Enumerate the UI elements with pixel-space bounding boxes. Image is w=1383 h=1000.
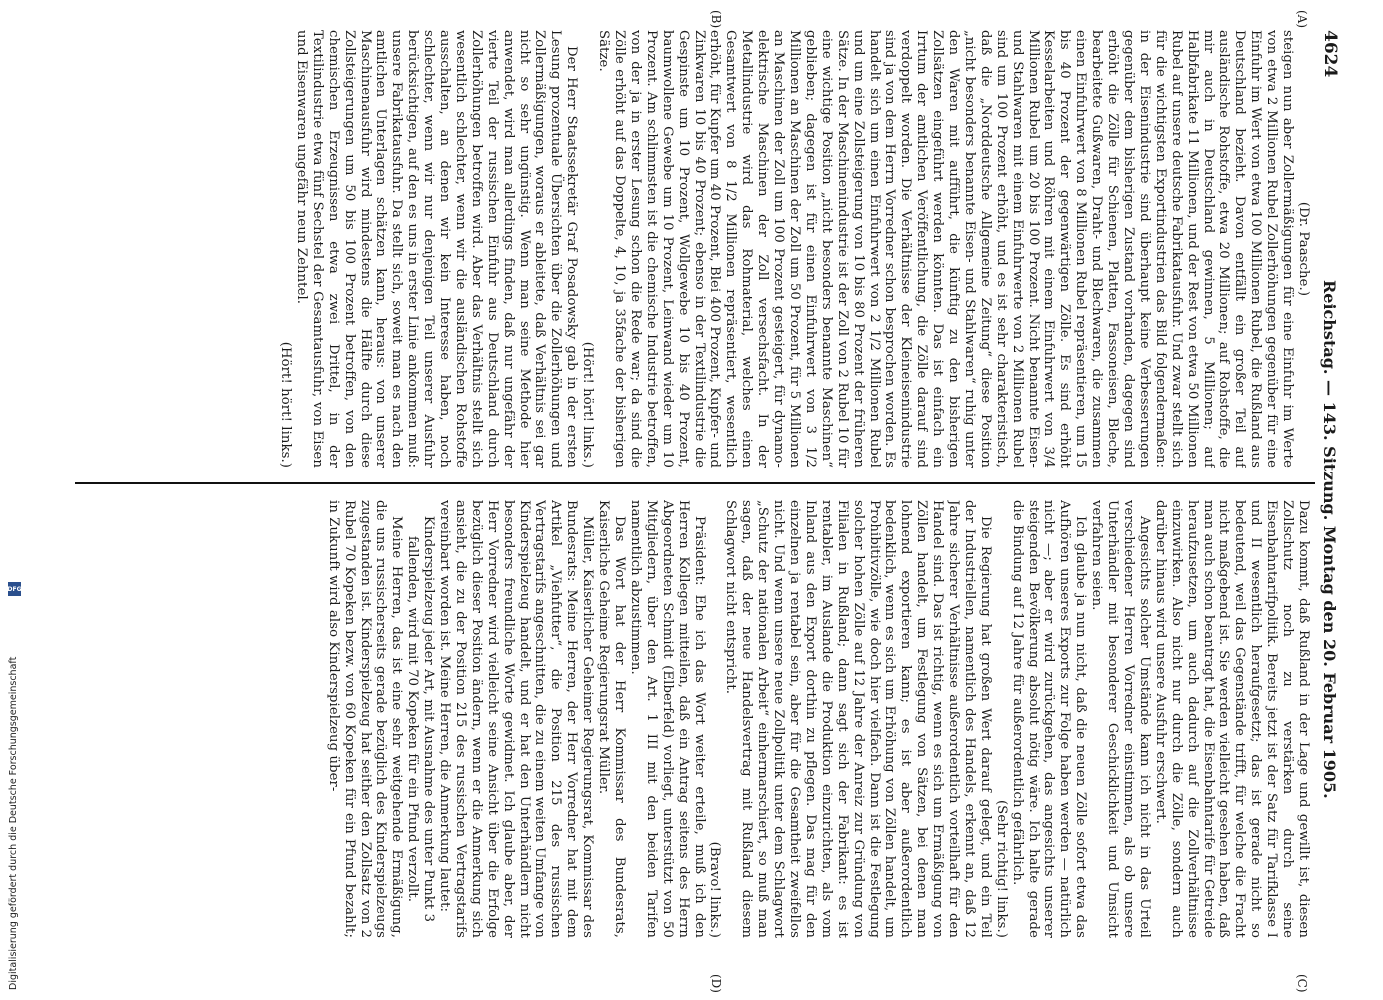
footer-credit: Digitalisierung gefördert durch die Deutsche Forschungsgemeinschaft bbox=[8, 656, 19, 990]
column-divider bbox=[75, 482, 1315, 484]
right-column bbox=[75, 500, 1311, 938]
newspaper-page bbox=[75, 10, 1343, 993]
paragraph: Dazu kommt, daß Rußland in der Lage und gewillt ist, diesen Zollschutz noch zu verstärken durch seine Eisenbahntarifpolitik. Bereits jetzt ist der Satz für Tarifklasse I und II wesentlich heraufgesetzt; das ist gerade nicht so bedeutend, weil das Gegenstände trifft, für welche die Fracht nicht maßgebend ist. Sie werden vielleicht gesehen haben, daß man auch schon beantragt hat, die Eisenbahntarife für Getreide heraufzusetzen, um auch dadurch auf die Zollverhältnisse einzuwirken. Also nicht nur durch die Zölle, sondern auch darüber hinaus wird unsere Ausfuhr erschwert. bbox=[1152, 500, 1311, 938]
page-title: Reichstag. — 143. Sitzung. Montag den 20. Februar 1905. bbox=[1320, 280, 1340, 799]
margin-mark-b: (B) bbox=[709, 10, 723, 29]
footer bbox=[7, 585, 22, 990]
margin-mark-d: (D) bbox=[709, 974, 723, 993]
dfg-logo: DFG bbox=[8, 582, 21, 596]
left-column bbox=[75, 30, 1311, 468]
paragraph: Angesichts solcher Umstände kann ich nicht in das Urteil verschiedener Herren Vorredner einstimmen, als ob unsere Unterhändler mit besonderer Geschicklichkeit und Umsicht verfahren seien. bbox=[1089, 500, 1152, 938]
page-header bbox=[1317, 30, 1343, 970]
interjection: (Hört! hört! links.) bbox=[278, 341, 293, 468]
interjection: (Sehr richtig! links.) bbox=[993, 799, 1009, 938]
margin-mark-a: (A) bbox=[1295, 10, 1309, 29]
paragraph: steigen nun aber Zollermäßigungen für eine Einfuhr im Werte von etwa 2 Millionen Rubel Zollerhöhungen gegenüber für eine Einfuhr im Wert von etwa 100 Millionen Rubel, die Rußland aus Deutschland bezieht. Davon entfällt ein großer Teil auf ausländische Rohstoffe, etwa 20 Millionen; auf Rohstoffe, die mir auch in Deutschland gewinnen, 5 Millionen; auf Halbfabrikate 11 Millionen, und der Rest von etwa 50 Millionen Rubel auf unsere deutsche Fabrikatausfuhr. Und zwar stellt sich für die wichtigsten Exportindustrien das Bild folgendermaßen: in der Eisenindustrie sind überhaupt keine Verbesserungen gegenüber dem bisherigen Zustand vorhanden, dagegen sind erhöht die Zölle für Schienen, Platten, Fassoneisen, Bleche, bearbeitete Gußwaren, Draht- und Blechwaren, die zusammen einen Einfuhrwert von 8 Millionen Rubel repräsentieren, um 15 bis 40 Prozent der gegenwärtigen Zölle. Es sind erhöht Kesselarbeiten und Röhren mit einem Einfuhrwert von 3/4 Millionen Rubel um 20 bis 100 Prozent. Nicht benannte Eisen- und Stahlwaren mit einem Einfuhrwerte von 2 Millionen Rubel sind um 100 Prozent erhöht, und es ist sehr charakteristisch, daß die „Norddeutsche Allgemeine Zeitung“ diese Position „nicht besonders benannte Eisen- und Stahlwaren“ ruhig unter den Waren mit aufführt, die künftig zu den bisherigen Zollsätzen eingeführt werden könnten. Das ist einfach ein Irrtum der amtlichen Veröffentlichung, die Zölle darauf sind verdoppelt worden. Die Verhältnisse der Kleineisenindustrie sind ja von dem Herrn Vorredner schon besprochen worden. Es handelt sich um einen Einfuhrwert von 2 1/2 Millionen Rubel und um eine Zollsteigerung von 10 bis 80 Prozent der früheren Sätze. In der Maschinenindustrie ist der Zoll von 2 Rubel 10 für eine wichtige Position „nicht besonders benannte Maschinen“ geblieben; dagegen ist für einen Einfuhrwert von 3 1/2 Millionen an Maschinen der Zoll um 50 Prozent, für 5 Millionen an Maschinen der Zoll um 100 Prozent gesteigert, für dynamo-elektrische Maschinen der Zoll versechsfacht. In der Metallindustrie wird das Rohmaterial, welches einen Gesamtwert von 8 1/2 Millionen repräsentiert, wesentlich erhöht, für Kupfer um 40 Prozent, Blei 400 Prozent, Kupfer- und Zinkwaren 10 bis 40 Prozent; ebenso in der Textilindustrie die Gespinste um 10 Prozent, Wollgewebe 10 bis 40 Prozent, baumwollene Gewebe um 10 Prozent, Leinwand wieder um 10 Prozent. Am schlimmsten ist die chemische Industrie betroffen, von der ja in erster Lesung schon die Rede war; da sind die Zölle erhöht auf das Doppelte, 4, 10, ja 35fache der bisherigen Sätze. bbox=[596, 30, 1296, 468]
paragraph: Meine Herren, das ist eine sehr weitgehende Ermäßigung, die uns russischerseits gerade bezüglich des Kinderspielzeugs zugestanden ist. Kinderspielzeug hat seither den Zollsatz von 2 Rubel 70 Kopeken bezw. von 60 Kopeken für ein Pfund bezahlt; in Zukunft wird also Kinderspielzeug über- bbox=[325, 500, 405, 938]
paragraph: Ich glaube ja nun nicht, daß die neuen Zölle sofort etwa das Aufhören unseres Exports zur Folge haben werden — natürlich nicht —; aber er wird zurückgehen, das angesichts unserer steigenden Bevölkerung absolut nötig wäre. Ich halte gerade die Bindung auf 12 Jahre für außerordentlich gefährlich. bbox=[1009, 500, 1089, 938]
margin-mark-c: (C) bbox=[1295, 974, 1309, 993]
speaker-label: (Dr. Paasche.) bbox=[1296, 201, 1311, 297]
page-number: 4624 bbox=[1320, 30, 1340, 78]
interjection: (Hört! hört! links.) bbox=[580, 341, 596, 468]
speaker-statement: Müller, Kaiserlicher Geheimer Regierungsrat, Kommissar des Bundesrats: Meine Herren, der Herr Vorredner hat mit dem Artikel „Viehfutter“, die Position 215 des russischen Vertragstarifs angeschnitten, die zu einem weiten Umfange von Kinderspielzeug handelt, und er hat den Unterhändlern nicht besonders freundliche Worte gewidmet. Ich glaube aber, der Herr Vorredner wird vielleicht seine Ansicht über die Erfolge bezüglich dieser Position ändern, wenn er die Anmerkung sich ansieht, die zu der Position 215 des russischen Vertragstarifs vereinbart worden ist. Meine Herren, die Anmerkung lautet: bbox=[437, 500, 596, 938]
president-statement: Präsident: Ehe ich das Wort weiter erteile, muß ich den Herren Kollegen mitteilen, daß ein Antrag seitens des Herrn Abgeordneten Schmidt (Elberfeld) vorliegt, unterstützt von 50 Mitgliedern, über den Art. 1 III mit den beiden Tarifen namentlich abzustimmen. bbox=[627, 500, 707, 938]
paragraph: Das Wort hat der Herr Kommissar des Bundesrats, Kaiserliche Geheime Regierungsrat Müller. bbox=[596, 500, 628, 938]
interjection: (Bravo! links.) bbox=[707, 841, 723, 938]
paragraph: Die Regierung hat großen Wert darauf gelegt, und ein Teil der Industriellen, namentlich des Handels, erkennt an, daß 12 Jahre sicherer Verhältnisse außerordentlich vorteilhaft für den Handel sind. Das ist richtig, wenn es sich um Ermäßigung von Zöllen handelt, um Festlegung von Sätzen, bei denen man lohnend exportieren kann; es ist aber außerordentlich bedenklich, wenn es sich um Erhöhung von Zöllen handelt, um Prohibitivzölle, wie doch hier vielfach. Dann ist die Festlegung solcher hohen Zölle auf 12 Jahre der Anreiz zur Gründung von Filialen in Rußland; dann sagt sich der Fabrikant: es ist rentabler, im Auslande die Produktion einzurichten, als vom Inland aus den Export dorthin zu pflegen. Das mag für den einzelnen ja rentabel sein, aber für die Gesamtheit zweifellos nicht. Und wenn unsere neue Zollpolitik unter dem Schlagwort „Schutz der nationalen Arbeit“ einhermarschiert, so muß man sagen, daß der neue Handelsvertrag mit Rußland diesem Schlagwort nicht entspricht. bbox=[723, 500, 993, 938]
quoted-note: Kinderspielzeug jeder Art, mit Ausnahme des unter Punkt 3 fallenden, wird mit 70 Kopeken für ein Pfund verzollt. bbox=[405, 515, 437, 923]
paragraph: Der Herr Staatssekretär Graf Posadowsky gab in der ersten Lesung prozentuale Übersichten über die Zollerhöhungen und Zollermäßigungen, woraus er ableitete, daß Verhältnis sei gar nicht so sehr ungünstig. Wenn man seine Methode hier anwendet, wird man allerdings finden, daß nur ungefähr der vierte Teil der russischen Einfuhr aus Deutschland durch Zollerhöhungen betroffen wird. Aber das Verhältnis stellt sich wesentlich schlechter, wenn wir die ausländischen Rohstoffe ausschalten, an denen wir kein Interesse haben, noch schlechter, wenn wir nur denjenigen Teil unserer Ausfuhr berücksichtigen, auf den es uns in erster Linie ankommen muß: unsere Fabrikatausfuhr. Da stellt sich, soweit man es nach den amtlichen Unterlagen schätzen kann, heraus: von unserer Maschinenausfuhr wird mindestens die Hälfte durch diese Zollsteigerungen um 50 bis 100 Prozent betroffen, von den chemischen Erzeugnissen etwa zwei Drittel, in der Textilindustrie etwa fünf Sechstel der Gesamtausfuhr, von Eisen und Eisenwaren ungefähr neun Zehntel. bbox=[293, 30, 580, 468]
